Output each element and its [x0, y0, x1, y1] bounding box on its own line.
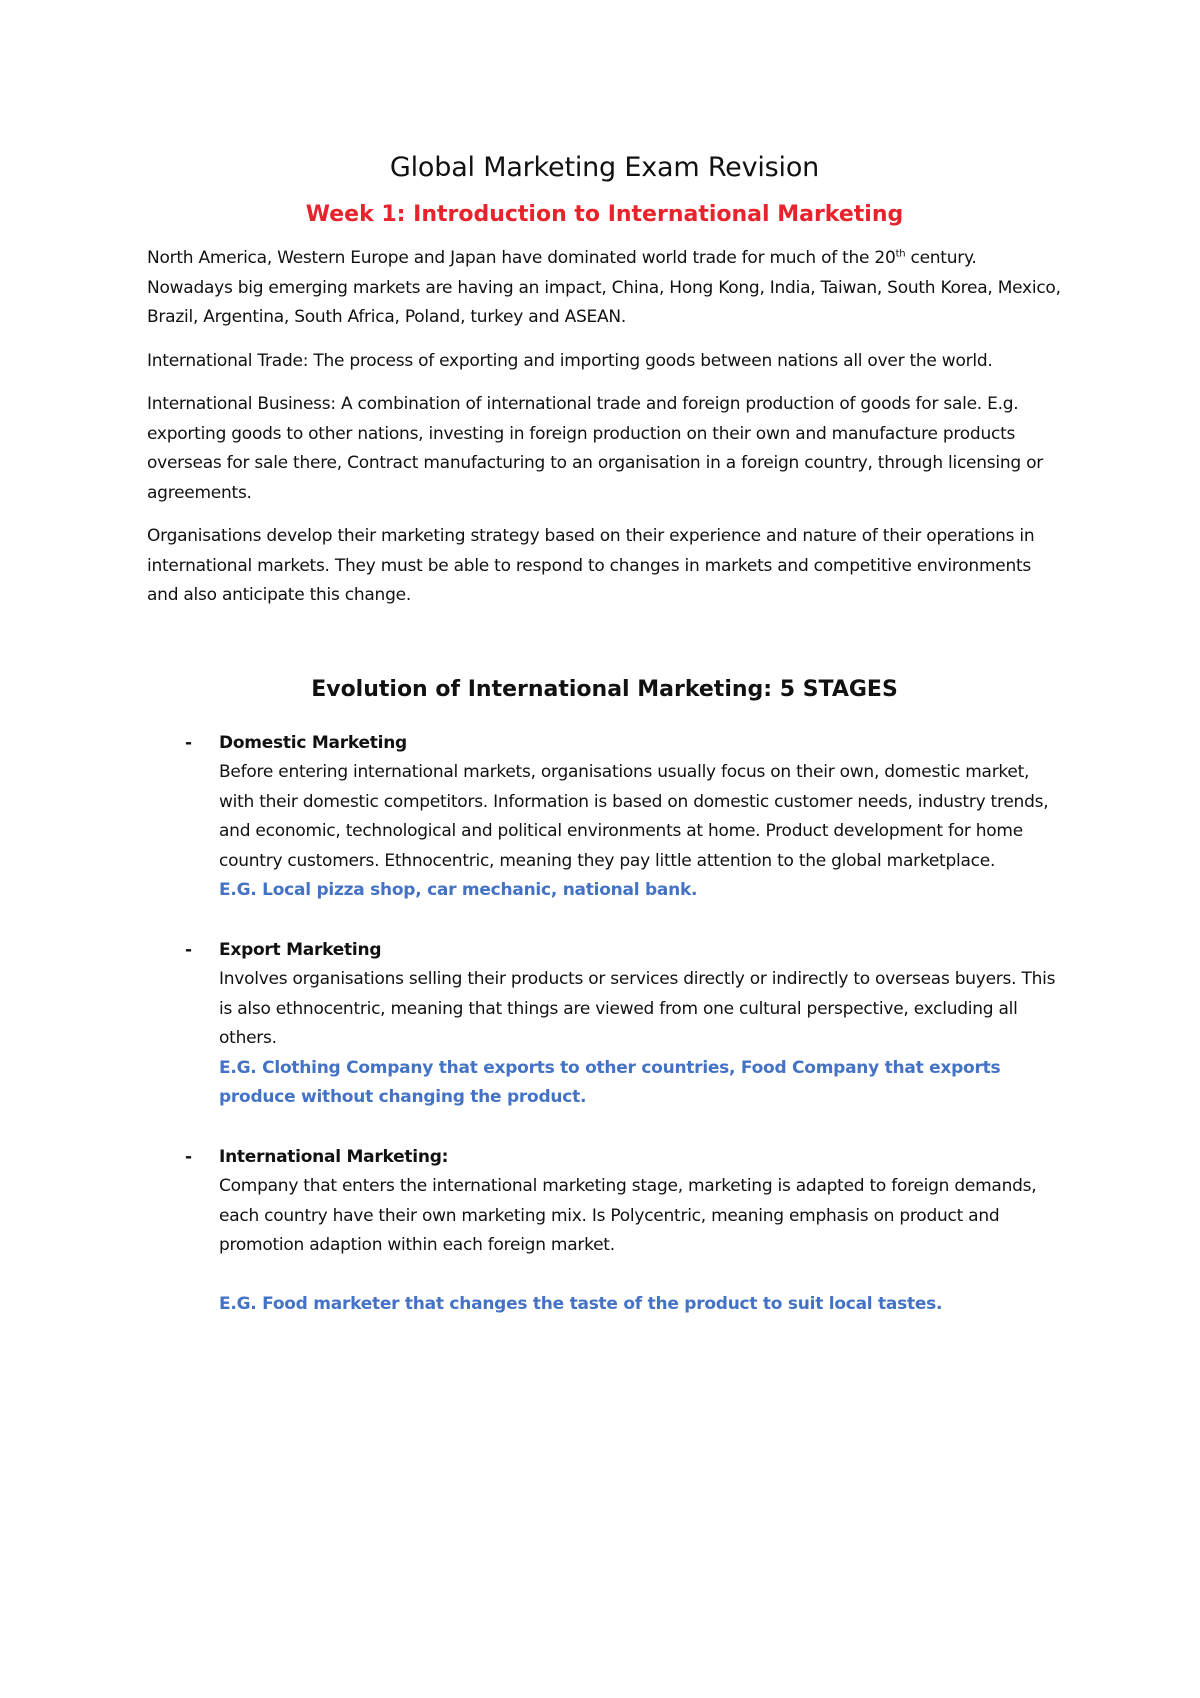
stage-name: International Marketing:	[219, 1146, 449, 1167]
document-title: Global Marketing Exam Revision	[389, 152, 820, 183]
week-heading: Week 1: Introduction to International Marketing	[305, 202, 904, 227]
document-content	[147, 150, 1062, 1349]
international-trade-paragraph: International Trade: The process of exporting and importing goods between nations all over the world.	[147, 350, 993, 371]
stage-example: E.G. Local pizza shop, car mechanic, national bank.	[219, 880, 698, 900]
stage-description: Involves organisations selling their products or services directly or indirectly to overseas buyers. This is also ethnocentric, meaning that things are viewed from one cultural perspective, excluding all others.	[219, 969, 1056, 1048]
bullet-dash: -	[185, 732, 192, 753]
stages-list	[147, 729, 1062, 1320]
bullet-dash: -	[185, 939, 192, 960]
stage-example: E.G. Clothing Company that exports to other countries, Food Company that exports produce without changing the product.	[219, 1057, 1001, 1107]
international-business-paragraph: International Business: A combination of international trade and foreign production of goods for sale. E.g. exporting goods to other nations, investing in foreign production on their own and manufacture products overseas for sale there, Contract manufacturing to an organisation in a foreign country, through licensing or agreements.	[147, 394, 1043, 503]
stage-description: Company that enters the international marketing stage, marketing is adapted to foreign demands, each country have their own marketing mix. Is Polycentric, meaning emphasis on product and promotion adaption within each foreign market.	[219, 1176, 1037, 1255]
stage-description: Before entering international markets, organisations usually focus on their own, domestic market, with their domestic competitors. Information is based on domestic customer needs, industry trends, and economic, technological and political environments at home. Product development for home country customers. Ethnocentric, meaning they pay little attention to the global marketplace.	[219, 762, 1049, 871]
stage-item-international	[147, 1143, 1062, 1320]
stage-name: Export Marketing	[219, 939, 382, 960]
intro-text-end: century. Nowadays big emerging markets are having an impact, China, Hong Kong, India, Taiwan, South Korea, Mexico, Brazil, Argentina, South Africa, Poland, turkey and ASEAN.	[147, 248, 1061, 327]
stage-item-domestic	[147, 729, 1062, 906]
section-heading: Evolution of International Marketing: 5 STAGES	[311, 676, 898, 702]
intro-text-start: North America, Western Europe and Japan have dominated world trade for much of the 20	[147, 248, 896, 268]
stage-example: E.G. Food marketer that changes the taste of the product to suit local tastes.	[219, 1293, 943, 1314]
intro-paragraph	[147, 244, 1062, 333]
stage-item-export	[147, 936, 1062, 1113]
stage-name: Domestic Marketing	[219, 732, 407, 753]
marketing-strategy-paragraph: Organisations develop their marketing strategy based on their experience and nature of their operations in international markets. They must be able to respond to changes in markets and competitive environments and also anticipate this change.	[147, 526, 1035, 605]
intro-superscript: th	[895, 248, 906, 260]
bullet-dash: -	[185, 1146, 192, 1167]
